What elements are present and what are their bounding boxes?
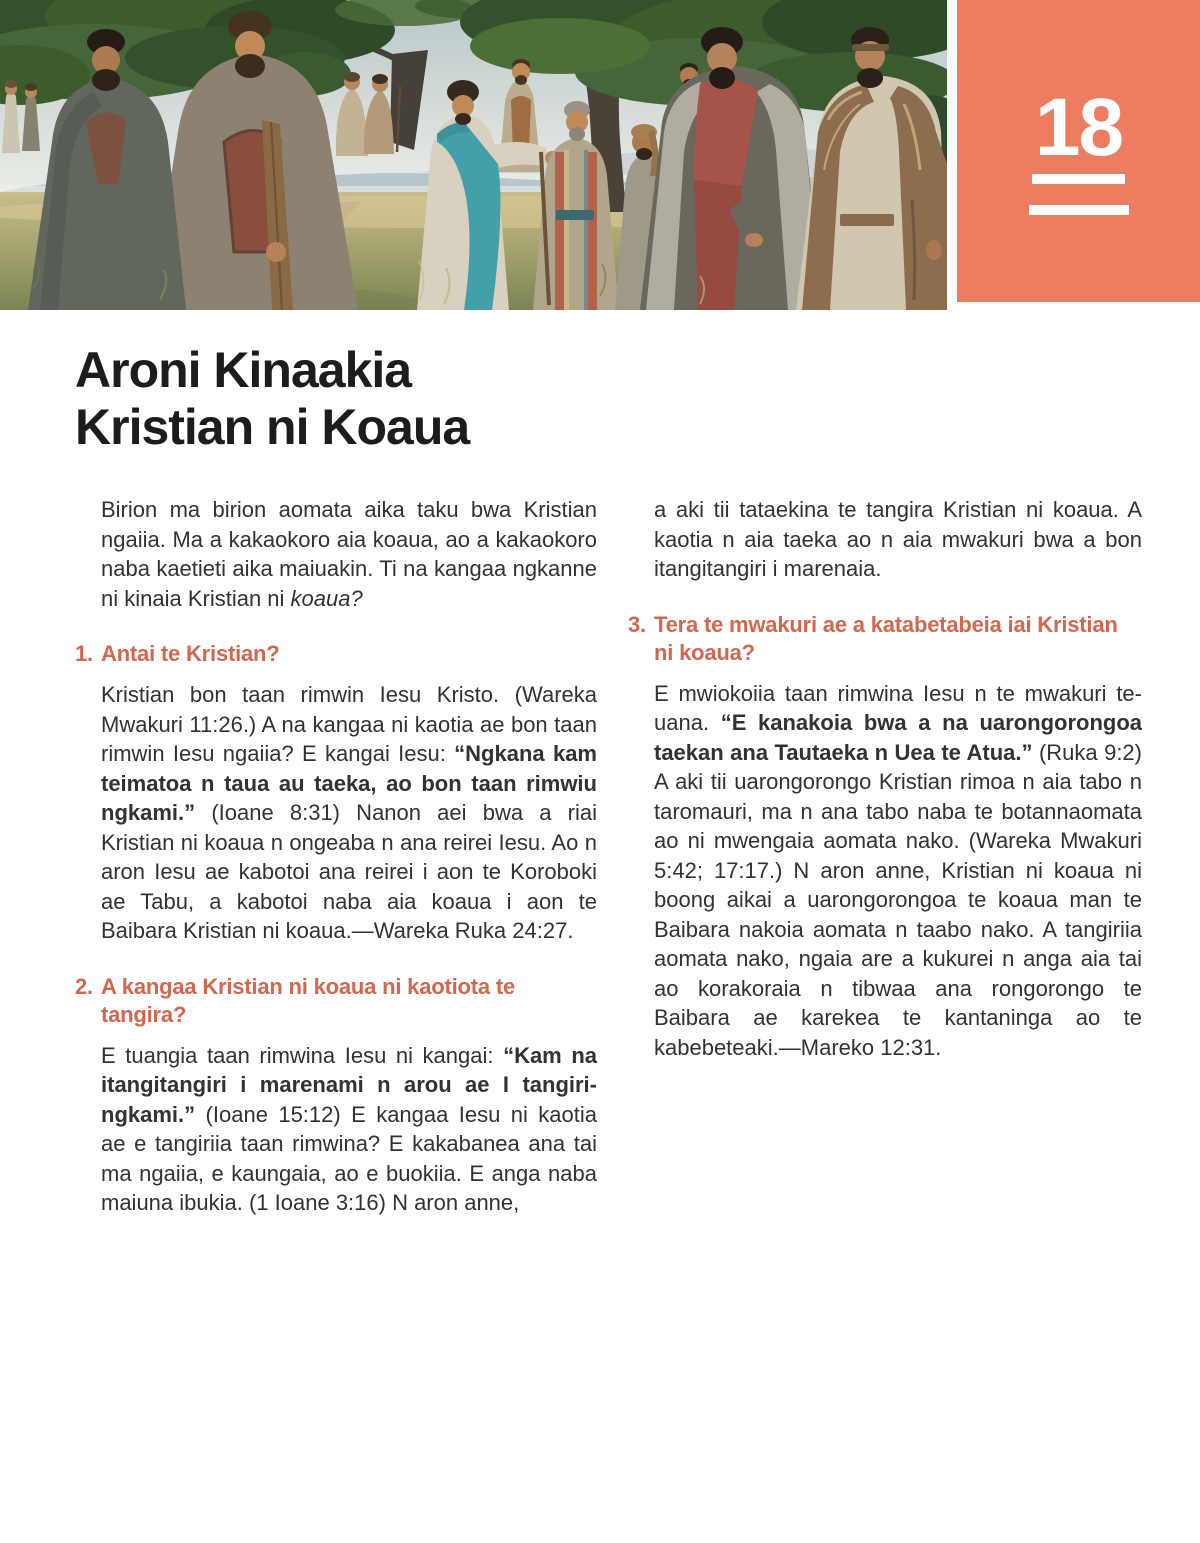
hero-photo-illustration — [0, 0, 947, 310]
section-paragraph-1: Kristian bon taan rimwin Iesu Kristo. (Wareka Mwakuri 11:26.) A na kangaa ni kaotia ae bon taan rimwin Iesu ngaiia? E kangai Iesu: “Ngkana kam teimatoa n taua au taeka, ao bon taan rimwiu ngkami.” (Ioane 8:31) Nanon aei bwa a riai Kristian ni koaua n ongeaba n ana reirei Iesu. Ao n aron Iesu ae kabotoi ana reirei i aon te Koroboki ae Tabu, a kabotoi naba aia koaua i aon te Baibara Kristian ni koaua.—Wareka Ruka 24:27. — [101, 682, 597, 943]
section-paragraph-2: E tuangia taan rimwina Iesu ni kangai: “Kam na itangitangiri i marenami n arou ae I tangiringkami.” (Ioane 15:12) E kangaa Iesu ni kaotia ae e tangiriia taan rimwina? E kakabanea ana tai ma ngaiia, e kaungaia, ao e buokiia. E anga naba maiuna ibukia. (1 Ioane 3:16) N aron anne, — [101, 1042, 597, 1215]
section-heading-2-text: A kangaa Kristian ni koaua ni kaotiota te tangira? — [101, 973, 515, 1027]
intro-paragraph: Birion ma birion aomata aika taku bwa Kristian ngaiia. Ma a kakaokoro aia koaua, ao a kakaokoro naba kaetieti aika maiuakin. Ti na kangaa ngkanne ni kinaia Kristian ni koaua? — [101, 497, 597, 611]
section-number-2: 2. — [75, 973, 93, 999]
section-heading-2 — [75, 973, 597, 1029]
section-heading-1 — [75, 640, 597, 668]
section-heading-1-text: Antai te Kristian? — [101, 641, 280, 666]
section-heading-3-text: Tera te mwakuri ae a katabetabeia iai Kristian ni koaua? — [654, 611, 1118, 665]
page-title — [75, 342, 469, 456]
section-paragraph-2-continued: a aki tii tataekina te tangira Kristian ni koaua. A kaotia n aia taeka ao n aia mwakuri bwa a bon itangitangiri i marenaia. — [654, 497, 1142, 581]
column-left — [75, 495, 597, 1218]
hero-photo — [0, 0, 947, 310]
section-number-3: 3. — [628, 611, 646, 637]
lesson-underline-bar — [1029, 205, 1129, 215]
lesson-number: 18 — [1032, 87, 1125, 184]
page-title-line1: Aroni Kinaakia — [75, 342, 412, 398]
section-paragraph-3: E mwiokoiia taan rimwina Iesu n te mwakuri teuana. “E kanakoia bwa a na uarongorongoa taekan ana Tautaeka n Uea te Atua.” (Ruka 9:2) A aki tii uarongorongo Kristian rimoa n aia tabo n taromauri, ma n ana tabo naba te botannaomata ao ni mwengaia aomata nako. (Wareka Mwakuri 5:42; 17:17.) N aron anne, Kristian ni koaua ni boong aikai a uarongorongoa te koaua man te Baibara nakoia aomata n taabo nako. A tangiriia aomata nako, ngaia are a kukurei n anga aia tai ao korakoraia n tibwaa ana rongorongo te Baibara ae karekea te kantaninga ao te kabebeteaki.—Mareko 12:31. — [654, 680, 1142, 1060]
page-title-line2: Kristian ni Koaua — [75, 399, 470, 455]
section-heading-3 — [628, 611, 1142, 667]
lesson-number-badge — [957, 0, 1200, 302]
column-right — [628, 495, 1142, 1062]
section-number-1: 1. — [75, 641, 93, 666]
